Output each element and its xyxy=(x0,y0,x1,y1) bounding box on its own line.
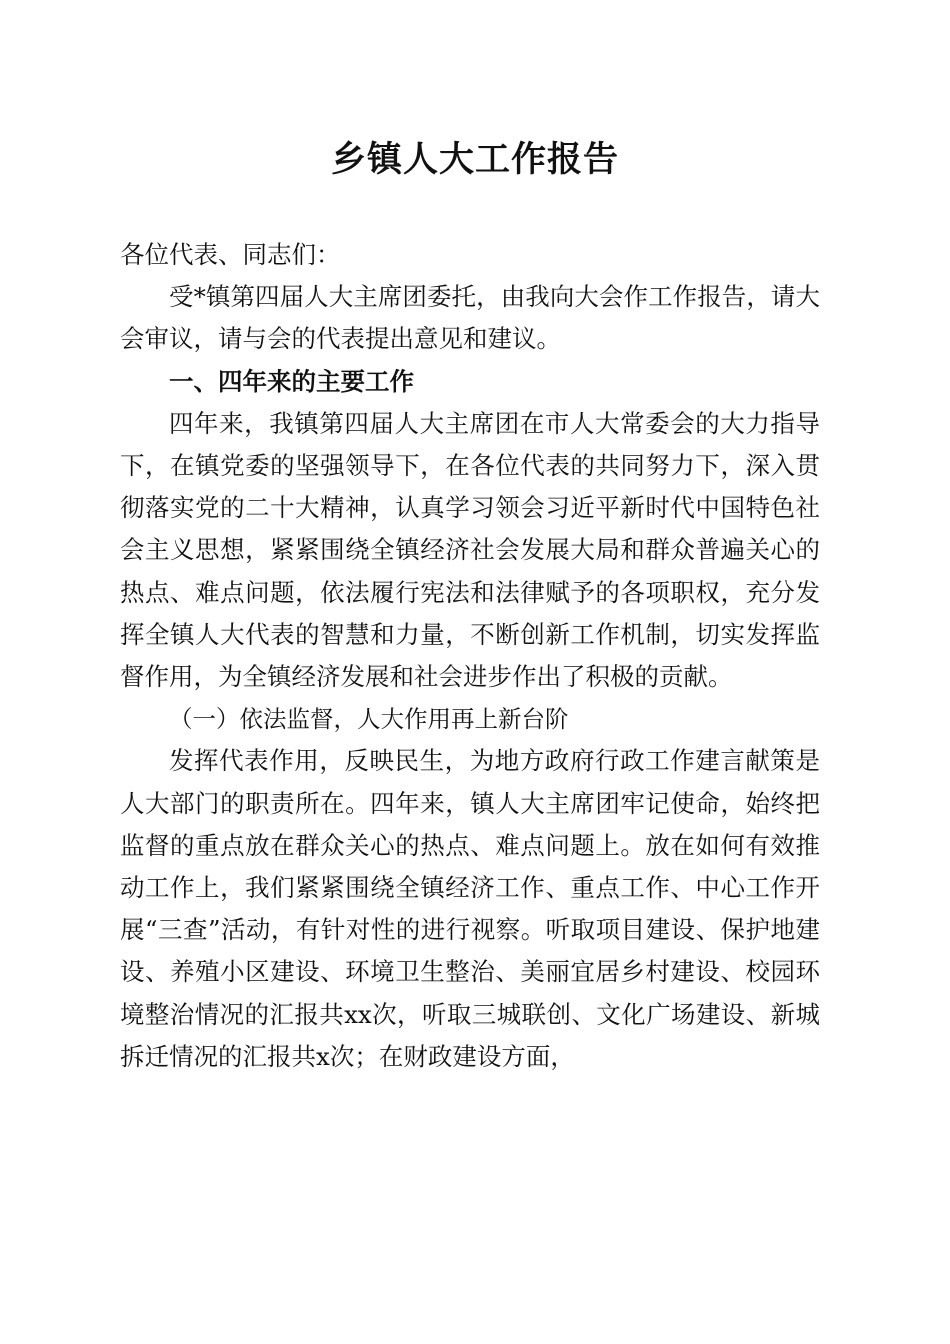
section-heading: 一、四年来的主要工作 xyxy=(169,366,414,396)
salutation: 各位代表、同志们： xyxy=(120,240,341,269)
intro-paragraph: 受*镇第四届人大主席团委托，由我向大会作工作报告，请大会审议，请与会的代表提出意见和建议。 xyxy=(120,282,820,354)
document-title: 乡镇人大工作报告 xyxy=(330,140,619,180)
section-paragraph: 四年来，我镇第四届人大主席团在市人大常委会的大力指导下，在镇党委的坚强领导下，在各位代表的共同努力下，深入贯彻落实党的二十大精神，认真学习领会习近平新时代中国特色社会主义思想，紧紧围绕全镇经济社会发展大局和群众普遍关心的热点、难点问题，依法履行宪法和法律赋予的各项职权，充分发挥全镇人大代表的智慧和力量，不断创新工作机制，切实发挥监督作用，为全镇经济发展和社会进步作出了积极的贡献。 xyxy=(120,408,820,692)
document-body xyxy=(120,234,820,1078)
subsection-heading: （一）依法监督，人大作用再上新台阶 xyxy=(169,705,569,734)
subsection-paragraph: 发挥代表作用，反映民生，为地方政府行政工作建言献策是人大部门的职责所在。四年来，镇人大主席团牢记使命，始终把监督的重点放在群众关心的热点、难点问题上。放在如何有效推动工作上，我们紧紧围绕全镇经济工作、重点工作、中心工作开展“三查”活动，有针对性的进行视察。听取项目建设、保护地建设、养殖小区建设、环境卫生整治、美丽宜居乡村建设、校园环境整治情况的汇报共xx次，听取三城联创、文化广场建设、新城拆迁情况的汇报共x次；在财政建设方面， xyxy=(120,746,820,1071)
